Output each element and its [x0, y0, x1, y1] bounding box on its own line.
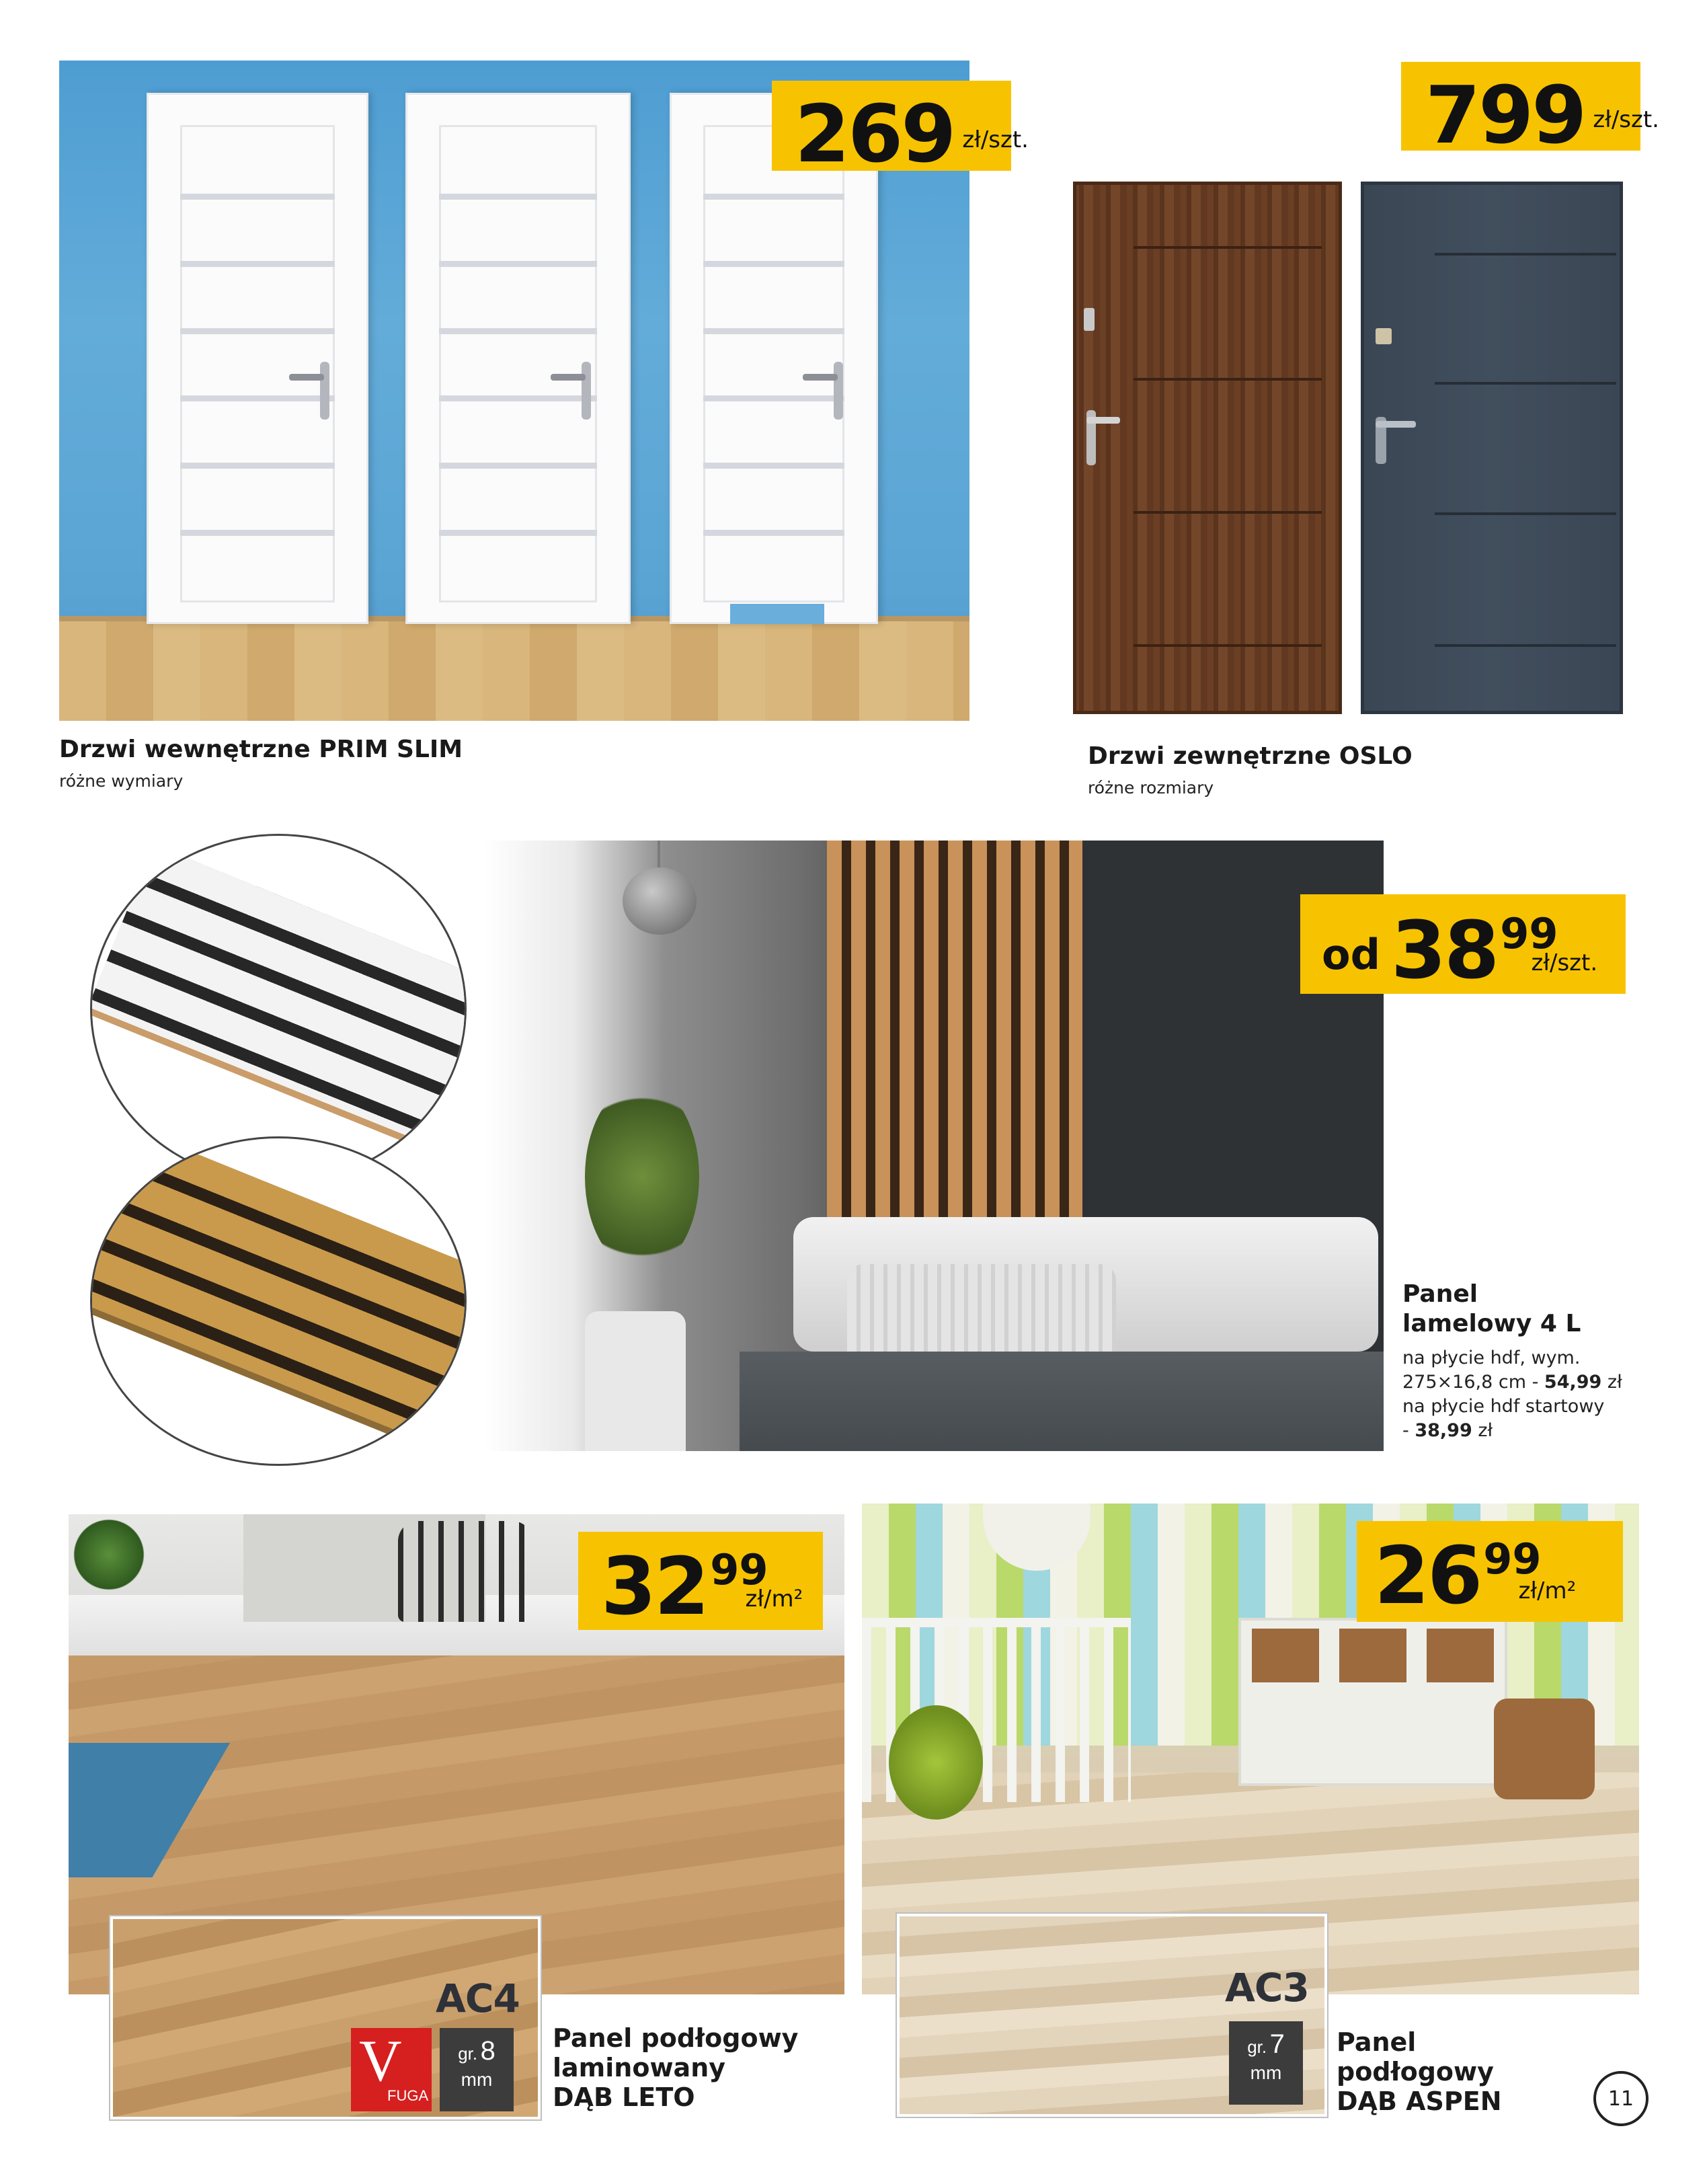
price-badge-leto — [578, 1532, 823, 1633]
price-unit: zł/szt. — [1593, 106, 1659, 133]
price-unit: zł/szt. — [962, 126, 1029, 153]
door-prim-1 — [147, 93, 368, 624]
leto-ac-class: AC4 — [436, 1976, 520, 2021]
price-unit: zł/m² — [745, 1586, 803, 1612]
dresser — [1238, 1618, 1507, 1786]
aspen-ac-class: AC3 — [1225, 1965, 1309, 2011]
aspen-name-1: Panel — [1337, 2027, 1417, 2057]
price-prefix: od — [1322, 930, 1380, 979]
lamella-desc-4a: - — [1402, 1420, 1415, 1441]
price-main: 26 — [1374, 1529, 1481, 1622]
prim-name: Drzwi wewnętrzne PRIM SLIM — [59, 736, 463, 763]
price-badge-lamella — [1300, 894, 1626, 997]
oslo-walnut-door — [1073, 182, 1342, 714]
fuga-badge — [351, 2028, 432, 2111]
price-main: 799 — [1425, 69, 1585, 161]
price-cents: 99 — [1483, 1534, 1542, 1584]
wood-floor — [59, 619, 969, 721]
lamella-name-1: Panel — [1402, 1280, 1478, 1308]
gr-label: gr. — [1247, 2037, 1267, 2057]
fuga-label: FUGA — [387, 2087, 429, 2104]
price-badge-oslo — [1401, 62, 1659, 161]
lamella-desc-4c: zł — [1472, 1420, 1493, 1441]
aspen-name-3: DĄB ASPEN — [1337, 2086, 1502, 2116]
price-cents: 99 — [710, 1545, 768, 1594]
lamella-price-full: 54,99 — [1544, 1372, 1602, 1393]
gr-unit: mm — [461, 2069, 493, 2090]
bed-duvet — [740, 1352, 1384, 1451]
wood-slats — [827, 841, 1082, 1278]
price-cents: 99 — [1500, 909, 1558, 958]
lamella-desc-2 — [1402, 1370, 1622, 1394]
leto-name-3: DĄB LETO — [553, 2082, 695, 2112]
door-prim-2 — [405, 93, 631, 624]
lamella-desc-2c: zł — [1601, 1372, 1622, 1393]
lamella-desc-4 — [1402, 1419, 1493, 1442]
leto-name-1: Panel podłogowy — [553, 2023, 799, 2053]
lamella-desc-3: na płycie hdf startowy — [1402, 1396, 1605, 1417]
gr-unit: mm — [1250, 2062, 1282, 2083]
lamella-desc-2a: 275×16,8 cm - — [1402, 1372, 1544, 1393]
price-main: 38 — [1390, 904, 1498, 997]
gr-value: 8 — [480, 2036, 495, 2066]
oslo-anthracite-door — [1361, 182, 1623, 714]
price-badge-aspen — [1357, 1521, 1623, 1622]
ventilation-cutout — [730, 604, 824, 624]
lamella-price-start: 38,99 — [1415, 1420, 1472, 1441]
page-number: 11 — [1593, 2071, 1649, 2126]
price-badge-prim — [772, 81, 1029, 180]
gr-value: 7 — [1269, 2029, 1285, 2059]
price-unit: zł/m² — [1518, 1577, 1577, 1604]
oak-lamella-circle — [90, 1136, 467, 1466]
aspen-name-2: podłogowy — [1337, 2057, 1494, 2086]
white-lamella-circle — [90, 834, 467, 1183]
price-unit: zł/szt. — [1531, 949, 1598, 976]
price-main: 32 — [601, 1540, 708, 1633]
lamella-name-2: lamelowy 4 L — [1402, 1310, 1581, 1337]
price-main: 269 — [795, 87, 955, 180]
prim-note: różne wymiary — [59, 771, 184, 791]
aspen-thickness — [1229, 2021, 1303, 2105]
leto-thickness — [440, 2028, 514, 2111]
leto-name-2: laminowany — [553, 2053, 726, 2082]
bedroom-lamella-photo — [484, 841, 1384, 1451]
oslo-note: różne rozmiary — [1088, 778, 1214, 797]
oslo-name: Drzwi zewnętrzne OSLO — [1088, 742, 1413, 770]
lamella-desc-1: na płycie hdf, wym. — [1402, 1348, 1581, 1368]
gr-label: gr. — [458, 2043, 478, 2064]
v-groove-icon: V — [359, 2029, 402, 2094]
